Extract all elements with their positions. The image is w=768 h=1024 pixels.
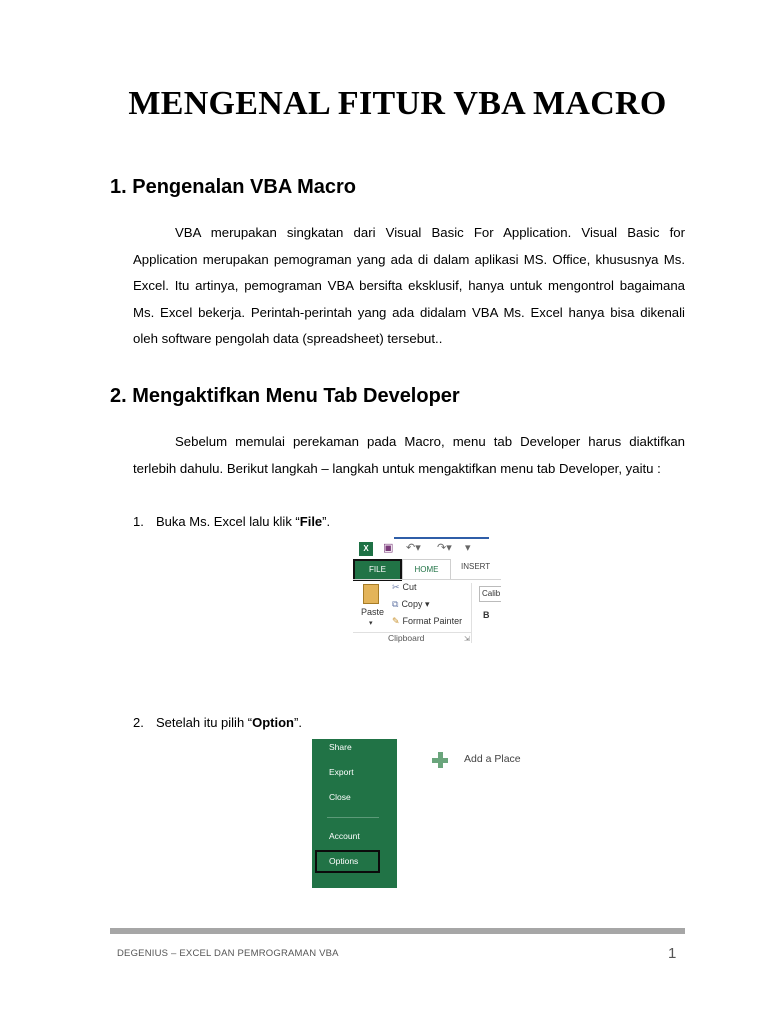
step-text: Setelah itu pilih “Option”.	[156, 715, 302, 730]
excel-ribbon-screenshot	[353, 535, 501, 647]
menu-item-export[interactable]: Export	[329, 767, 354, 777]
file-tab[interactable]: FILE	[353, 559, 402, 581]
section-2-paragraph: Sebelum memulai perekaman pada Macro, menu tab Developer harus diaktifkan terlebih dahulu. Berikut langkah – langkah untuk mengaktifkan menu tab Developer, yaitu :	[133, 434, 685, 476]
plus-icon[interactable]	[432, 752, 448, 768]
undo-icon[interactable]: ↶▾	[406, 542, 421, 554]
customize-toolbar-icon[interactable]: ▾	[465, 542, 471, 554]
chevron-down-icon[interactable]: ▾	[369, 620, 373, 627]
bold-button[interactable]: B	[483, 610, 490, 620]
home-tab[interactable]: HOME	[402, 559, 451, 580]
format-painter-icon: ✎	[392, 616, 400, 626]
font-name-field[interactable]: Calib	[479, 586, 501, 602]
save-icon[interactable]: ▣	[383, 542, 394, 554]
menu-item-close[interactable]: Close	[329, 792, 351, 802]
redo-icon[interactable]: ↷▾	[437, 542, 452, 554]
document-title: MENGENAL FITUR VBA MACRO	[128, 85, 667, 122]
section-2-heading: 2. Mengaktifkan Menu Tab Developer	[110, 385, 460, 407]
paste-icon[interactable]	[363, 584, 379, 604]
step-text: Buka Ms. Excel lalu klik “File”.	[156, 514, 331, 529]
menu-item-options[interactable]: Options	[329, 856, 359, 866]
menu-divider	[327, 817, 379, 818]
footer-text: DEGENIUS – EXCEL DAN PEMROGRAMAN VBA	[117, 948, 339, 959]
page-number: 1	[668, 945, 677, 962]
footer-rule	[110, 928, 685, 934]
section-1-paragraph: VBA merupakan singkatan dari Visual Basic For Application. Visual Basic for Application merupakan pemograman yang ada di dalam aplikasi MS. Office, khususnya Ms. Excel. Itu artinya, pemograman VBA bersifta eksklusif, hanya untuk mengontrol bagaimana Ms. Excel bekerja. Perintah-perintah yang ada didalam VBA Ms. Excel hanya bisa dikenali oleh software pengolah data (spreadsheet) tersebut..	[133, 225, 685, 346]
cut-button[interactable]: ✂ Cut	[392, 582, 417, 592]
clipboard-group-label: Clipboard	[388, 633, 425, 643]
cut-icon: ✂	[392, 582, 400, 592]
step-number: 1.	[133, 514, 144, 529]
add-a-place-link[interactable]: Add a Place	[464, 753, 521, 765]
copy-icon: ⧉	[392, 599, 399, 609]
step-number: 2.	[133, 715, 144, 730]
group-separator	[471, 583, 472, 643]
menu-item-share[interactable]: Share	[329, 742, 352, 752]
excel-backstage-screenshot	[312, 739, 397, 888]
insert-tab[interactable]: INSERT	[461, 562, 491, 571]
format-painter-button[interactable]: ✎ Format Painter	[392, 616, 463, 626]
dialog-launcher-icon[interactable]: ⇲	[464, 636, 470, 643]
menu-item-account[interactable]: Account	[329, 831, 360, 841]
paste-button[interactable]: Paste	[361, 607, 385, 617]
copy-button[interactable]: ⧉ Copy ▾	[392, 599, 430, 609]
excel-icon[interactable]: X	[359, 542, 373, 556]
title-bar-accent	[394, 537, 489, 539]
section-1-heading: 1. Pengenalan VBA Macro	[110, 176, 356, 198]
ribbon-divider	[353, 579, 501, 580]
